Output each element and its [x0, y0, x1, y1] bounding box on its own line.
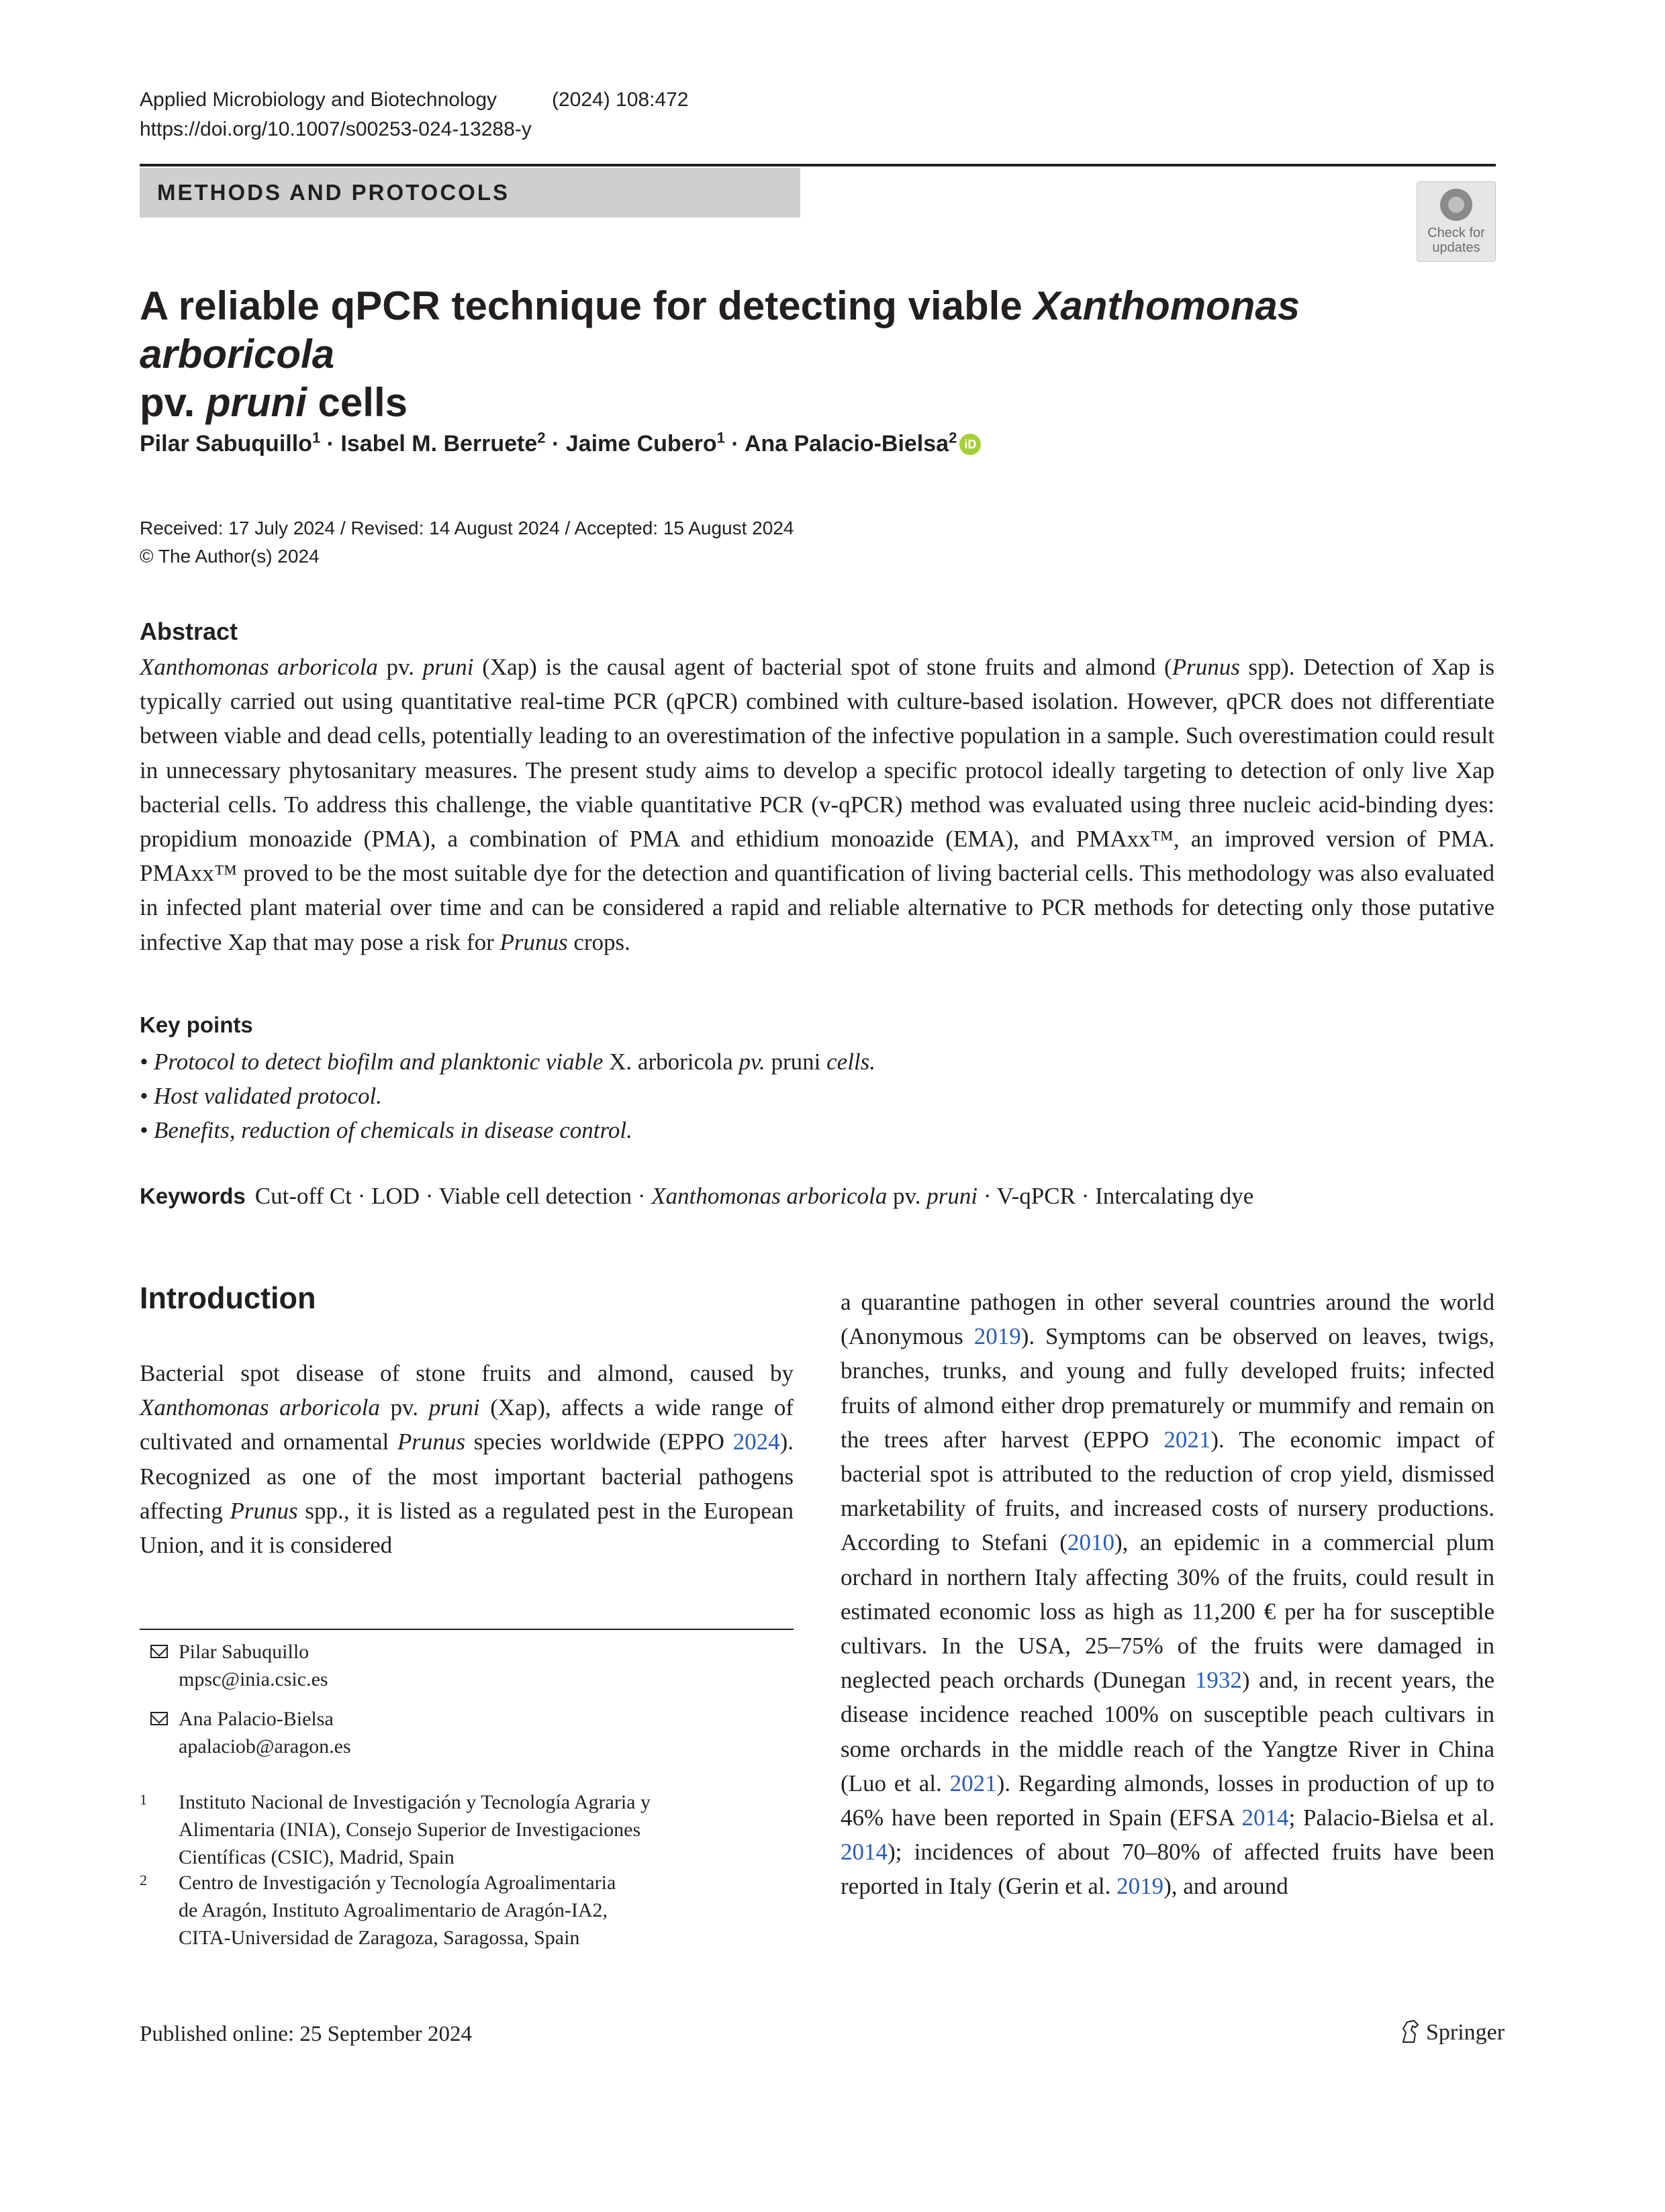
- keywords: [140, 1183, 1253, 1210]
- journal-name: Applied Microbiology and Biotechnology: [140, 89, 497, 111]
- published-online: Published online: 25 September 2024: [140, 2022, 472, 2046]
- article-dates: [140, 514, 794, 571]
- keyword: V-qPCR: [996, 1183, 1076, 1209]
- crossmark-icon: [1440, 189, 1472, 221]
- springer-horse-icon: [1399, 2019, 1422, 2043]
- key-point-item: • Host validated protocol.: [140, 1083, 382, 1109]
- year-volume: (2024) 108:472: [552, 89, 689, 111]
- abstract-text: Xanthomonas arboricola pv. pruni (Xap) is the causal agent of bacterial spot of stone fruits and almond (Prunus spp). Detection of Xap is typically carried out using quantitative real-time PCR (qPCR) combined with culture-based isolation. However, qPCR does not differentiate between viable and dead cells, potentially leading to an overestimation of the infective population in a sample. Such overestimation could result in unnecessary phytosanitary measures. The present study aims to develop a specific protocol ideally targeting to detection of only live Xap bacterial cells. To address this challenge, the viable quantitative PCR (v-qPCR) method was evaluated using three nucleic acid-binding dyes: propidium monoazide (PMA), a combination of PMA and ethidium monoazide (EMA), and PMAxx™, an improved version of PMA. PMAxx™ proved to be the most suitable dye for the detection and quantification of living bacterial cells. This methodology was also evaluated in infected plant material over time and can be considered a rapid and reliable alternative to PCR methods for detecting only those putative infective Xap that may pose a risk for Prunus crops.: [140, 654, 1494, 955]
- springer-logo[interactable]: Springer: [1399, 2019, 1505, 2046]
- orcid-icon[interactable]: iD: [959, 434, 981, 455]
- introduction-right-column: a quarantine pathogen in other several countries around the world (Anonymous 2019). Symptoms can be observed on leaves, twigs, branches, trunks, and young and fully developed fruits; infected fruits of almond either drop prematurely or mummify and remain on the trees after harvest (EPPO 2021). The economic impact of bacterial spot is attributed to the reduction of crop yield, dismissed marketability of fruits, and increased costs of nursery productions. According to Stefani (2010), an epidemic in a commercial plum orchard in northern Italy affecting 30% of the fruits, could result in estimated economic loss as high as 11,200 € per ha for susceptible cultivars. In the USA, 25–75% of the fruits were damaged in neglected peach orchards (Dunegan 1932) and, in recent years, the disease incidence reached 100% on susceptible peach cultivars in some orchards in the middle reach of the Yangtze River in China (Luo et al. 2021). Regarding almonds, losses in production of up to 46% have been reported in Spain (EFSA 2014; Palacio-Bielsa et al. 2014); incidences of about 70–80% of affected fruits have been reported in Italy (Gerin et al. 2019), and around: [841, 1289, 1495, 1900]
- author-name[interactable]: Isabel M. Berruete$^2$: [340, 430, 546, 457]
- header-rule: [140, 164, 1496, 166]
- keyword: Intercalating dye: [1095, 1183, 1254, 1209]
- footnote-rule: [140, 1629, 794, 1630]
- article-title: A reliable qPCR technique for detecting viable Xanthomonas arboricola pv. pruni cells: [140, 283, 1300, 425]
- keyword: LOD: [371, 1183, 420, 1209]
- citation-link[interactable]: 1932: [1194, 1667, 1242, 1694]
- keyword: Viable cell detection: [438, 1183, 632, 1209]
- email-link[interactable]: mpsc@inia.csic.es: [179, 1668, 328, 1690]
- author-list: Pilar Sabuquillo$^1$ · Isabel M. Berruete$^2$ · Jaime Cubero$^1$ · Ana Palacio-Bielsa$^2$ iD: [140, 430, 981, 457]
- crossmark-label-2: updates: [1432, 240, 1480, 255]
- citation-link[interactable]: 2019: [973, 1323, 1021, 1350]
- email-link[interactable]: apalaciob@aragon.es: [179, 1735, 351, 1758]
- introduction-heading: Introduction: [140, 1281, 316, 1315]
- check-for-updates-button[interactable]: [1417, 181, 1496, 262]
- citation-link[interactable]: 2014: [841, 1839, 888, 1866]
- keywords-label: Keywords: [140, 1184, 246, 1208]
- keyword: Cut-off Ct: [254, 1183, 352, 1209]
- key-points-heading: Key points: [140, 1012, 253, 1037]
- citation-link[interactable]: 2021: [949, 1770, 997, 1796]
- doi-link[interactable]: https://doi.org/10.1007/s00253-024-13288-y: [140, 118, 532, 140]
- section-label-band: [140, 168, 800, 218]
- citation-link[interactable]: 2010: [1067, 1529, 1114, 1556]
- citation-link[interactable]: 2019: [1116, 1873, 1164, 1900]
- section-label: METHODS AND PROTOCOLS: [157, 180, 510, 205]
- author-name[interactable]: Ana Palacio-Bielsa$^2$: [744, 430, 957, 457]
- key-points-list: [140, 1045, 875, 1147]
- citation-link[interactable]: 2021: [1163, 1426, 1211, 1453]
- citation-link[interactable]: 2024: [732, 1429, 780, 1455]
- author-name[interactable]: Jaime Cubero$^1$: [565, 430, 725, 457]
- keywords-items: Cut-off Ct · LOD · Viable cell detection · Xanthomonas arboricola pv. pruni · V-qPCR · Intercalating dye: [254, 1183, 1254, 1209]
- envelope-icon: [150, 1645, 168, 1658]
- received-revised-accepted: Received: 17 July 2024 / Revised: 14 August 2024 / Accepted: 15 August 2024: [140, 518, 794, 538]
- key-point-item: • Protocol to detect biofilm and planktonic viable X. arboricola pv. pruni cells.: [140, 1049, 876, 1075]
- envelope-icon: [150, 1712, 168, 1725]
- citation-link[interactable]: 2014: [1241, 1805, 1289, 1831]
- keyword: Xanthomonas arboricola pv. pruni: [651, 1183, 978, 1209]
- introduction-left-column: Bacterial spot disease of stone fruits and almond, caused by Xanthomonas arboricola pv. pruni (Xap), affects a wide range of cultivated and ornamental Prunus species worldwide (EPPO 2024). Recognized as one of the most important bacterial pathogens affecting Prunus spp., it is listed as a regulated pest in the European Union, and it is considered: [140, 1360, 794, 1559]
- abstract-heading: Abstract: [140, 618, 238, 645]
- crossmark-label-1: Check for: [1427, 226, 1485, 240]
- author-name[interactable]: Pilar Sabuquillo$^1$: [140, 430, 321, 457]
- copyright: © The Author(s) 2024: [140, 546, 320, 567]
- key-point-item: • Benefits, reduction of chemicals in disease control.: [140, 1117, 632, 1143]
